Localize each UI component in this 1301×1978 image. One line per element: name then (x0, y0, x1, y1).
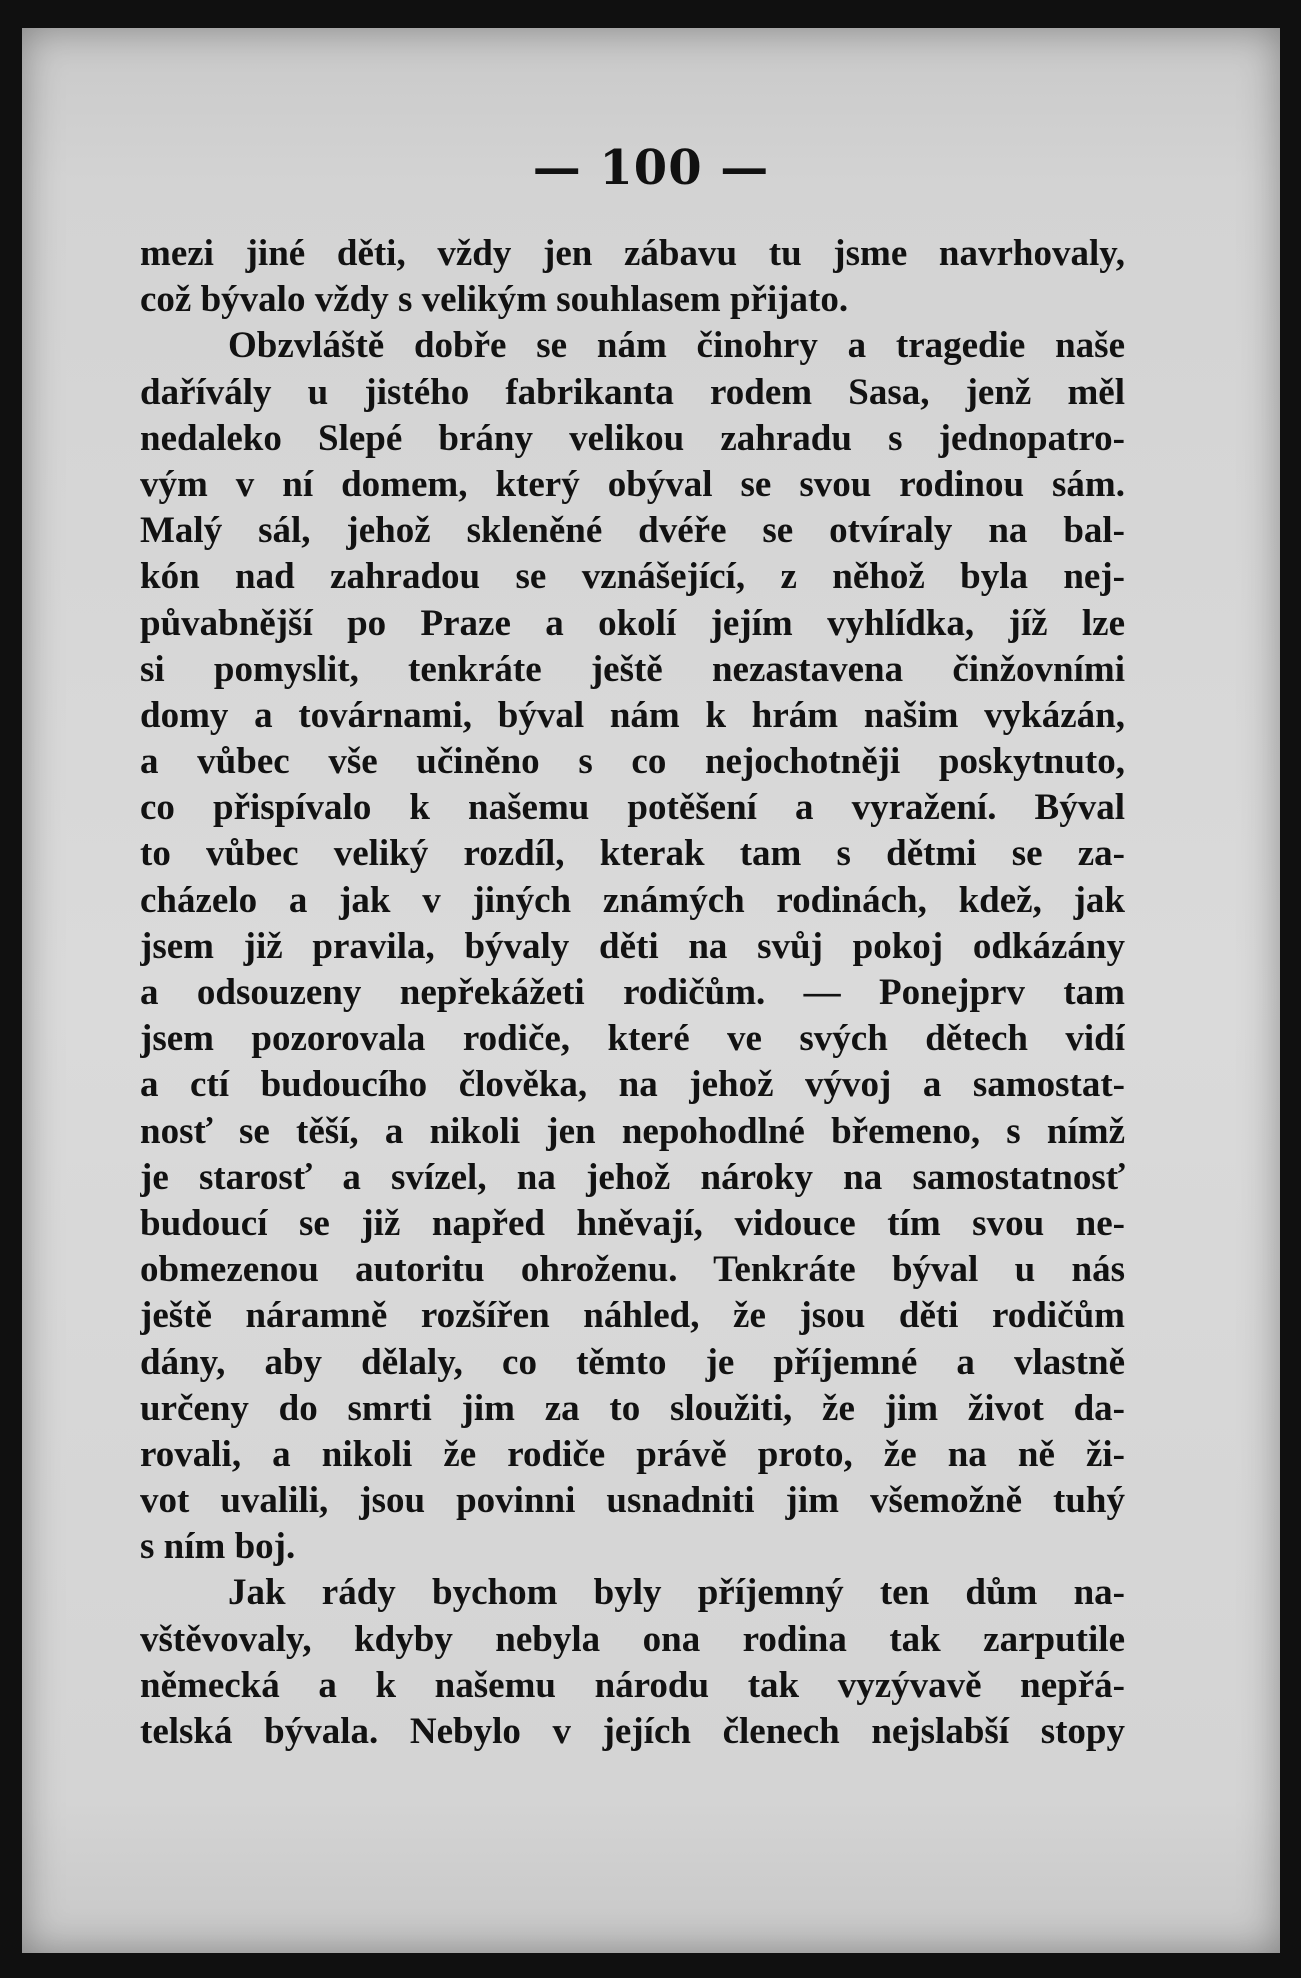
text-line: jsem již pravila, bývaly děti na svůj pokoj odkázány (140, 925, 1125, 967)
text-line: domy a továrnami, býval nám k hrám našim vykázán, (140, 694, 1125, 736)
text-line: to vůbec veliký rozdíl, kterak tam s dětmi se za- (140, 833, 1125, 875)
text-line: ještě náramně rozšířen náhled, že jsou děti rodičům (140, 1295, 1125, 1337)
text-line: co přispívalo k našemu potěšení a vyražení. Býval (140, 787, 1125, 829)
text-line: nedaleko Slepé brány velikou zahradu s jednopatro- (140, 417, 1125, 459)
text-line: je starosť a svízel, na jehož nároky na samostatnosť (140, 1156, 1125, 1198)
text-line: a vůbec vše učiněno s co nejochotněji poskytnuto, (140, 741, 1125, 783)
text-line: Jak rády bychom byly příjemný ten dům na- (228, 1572, 1125, 1614)
text-line: Obzvláště dobře se nám činohry a tragedie naše (228, 325, 1125, 367)
text-line: s ním boj. (140, 1526, 296, 1568)
text-line: jsem pozorovala rodiče, které ve svých dětech vidí (140, 1018, 1125, 1060)
text-line: dařívály u jistého fabrikanta rodem Sasa, jenž měl (140, 371, 1125, 413)
text-line: což bývalo vždy s velikým souhlasem přijato. (140, 279, 849, 321)
text-line: obmezenou autoritu ohroženu. Tenkráte býval u nás (140, 1249, 1125, 1291)
page-body-text (140, 231, 1125, 1755)
text-line: cházelo a jak v jiných známých rodinách, kdež, jak (140, 879, 1125, 921)
text-line: rovali, a nikoli že rodiče právě proto, že na ně ži- (140, 1433, 1125, 1475)
text-line: si pomyslit, tenkráte ještě nezastavena činžovními (140, 648, 1125, 690)
book-page (22, 28, 1280, 1953)
text-line: Malý sál, jehož skleněné dvéře se otvíraly na bal- (140, 510, 1125, 552)
page-number: — 100 — (532, 140, 770, 196)
text-line: telská bývala. Nebylo v jejích členech nejslabší stopy (140, 1711, 1125, 1752)
text-line: a ctí budoucího člověka, na jehož vývoj a samostat- (140, 1064, 1125, 1106)
text-line: vým v ní domem, který obýval se svou rodinou sám. (140, 463, 1125, 505)
text-line: mezi jiné děti, vždy jen zábavu tu jsme navrhovaly, (140, 233, 1125, 274)
text-line: vot uvalili, jsou povinni usnadniti jim všemožně tuhý (140, 1480, 1125, 1522)
text-line: budoucí se již napřed hněvají, vidouce tím svou ne- (140, 1202, 1125, 1244)
text-line: určeny do smrti jim za to sloužiti, že jim život da- (140, 1387, 1125, 1429)
text-line: půvabnější po Praze a okolí jejím vyhlídka, jíž lze (140, 602, 1125, 644)
text-line: kón nad zahradou se vznášející, z něhož byla nej- (140, 556, 1125, 598)
text-line: nosť se těší, a nikoli jen nepohodlné břemeno, s nímž (140, 1110, 1125, 1152)
text-line: německá a k našemu národu tak vyzývavě nepřá- (140, 1664, 1125, 1706)
text-line: a odsouzeny nepřekážeti rodičům. — Ponejprv tam (140, 972, 1125, 1013)
text-line: vštěvovaly, kdyby nebyla ona rodina tak zarputile (140, 1618, 1125, 1660)
text-line: dány, aby dělaly, co těmto je příjemné a vlastně (140, 1341, 1125, 1383)
